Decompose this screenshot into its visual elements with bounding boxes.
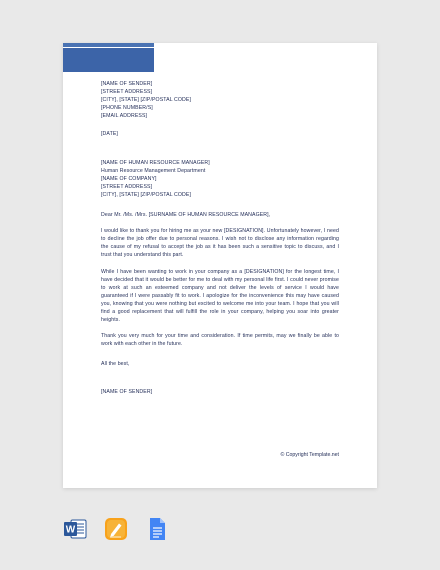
sender-line: [STREET ADDRESS] <box>101 89 153 96</box>
recipient-line: Human Resource Management Department <box>101 167 206 174</box>
header-accent-bar <box>63 48 154 72</box>
paragraph: I would like to thank you for hiring me as your new [DESIGNATION]. Unfortunately however, I need to decline the job offer due to personal reasons. I wish not to disclose any information regarding the cause of my refusal to accept the job as it has been such a sensitive topic to discuss, and I trust that you understand this part. <box>101 228 339 259</box>
letter-date: [DATE] <box>101 131 118 138</box>
recipient-line: [CITY], [STATE] [ZIP/POSTAL CODE] <box>101 191 191 198</box>
signature-name: [NAME OF SENDER] <box>101 389 153 396</box>
recipient-address <box>101 159 339 199</box>
sender-line: [EMAIL ADDRESS] <box>101 113 148 120</box>
sender-line: [PHONE NUMBER/S] <box>101 105 153 112</box>
format-icons <box>63 517 169 541</box>
copyright-notice: © Copyright Template.net <box>280 452 339 458</box>
paragraph: While I have been wanting to work in your company as a [DESIGNATION] for the longest time, I have decided that it would be better for me to deal with my personal life first. I could never promise to work at such an esteemed company and not deliver the levels of service I would have guaranteed if I were passably fit to work. I apologize for the inconvenience this may have caused you, knowing that you were nothing but excited to welcome me into your team. I hope that you will find a good replacement that will fulfill the role in your company, helping you soar into greater heights. <box>101 268 339 324</box>
recipient-line: [NAME OF COMPANY] <box>101 175 157 182</box>
salutation: Dear Mr. /Ms. /Mrs. [SURNAME OF HUMAN RESOURCE MANAGER], <box>101 212 271 219</box>
google-docs-icon[interactable] <box>145 517 169 541</box>
letter-body <box>101 80 339 397</box>
recipient-line: [STREET ADDRESS] <box>101 183 153 190</box>
header-accent-bar-thin <box>63 43 154 47</box>
word-icon[interactable] <box>63 517 87 541</box>
recipient-line: [NAME OF HUMAN RESOURCE MANAGER] <box>101 159 210 166</box>
sender-line: [CITY], [STATE] [ZIP/POSTAL CODE] <box>101 97 191 104</box>
closing: All the best, <box>101 361 130 368</box>
sender-address <box>101 80 339 120</box>
svg-text:W: W <box>65 524 76 536</box>
sender-line: [NAME OF SENDER] <box>101 81 153 87</box>
pages-icon[interactable] <box>104 517 128 541</box>
paragraph: Thank you very much for your time and consideration. If time permits, may we finally be able to work with each other in the future. <box>101 333 339 348</box>
